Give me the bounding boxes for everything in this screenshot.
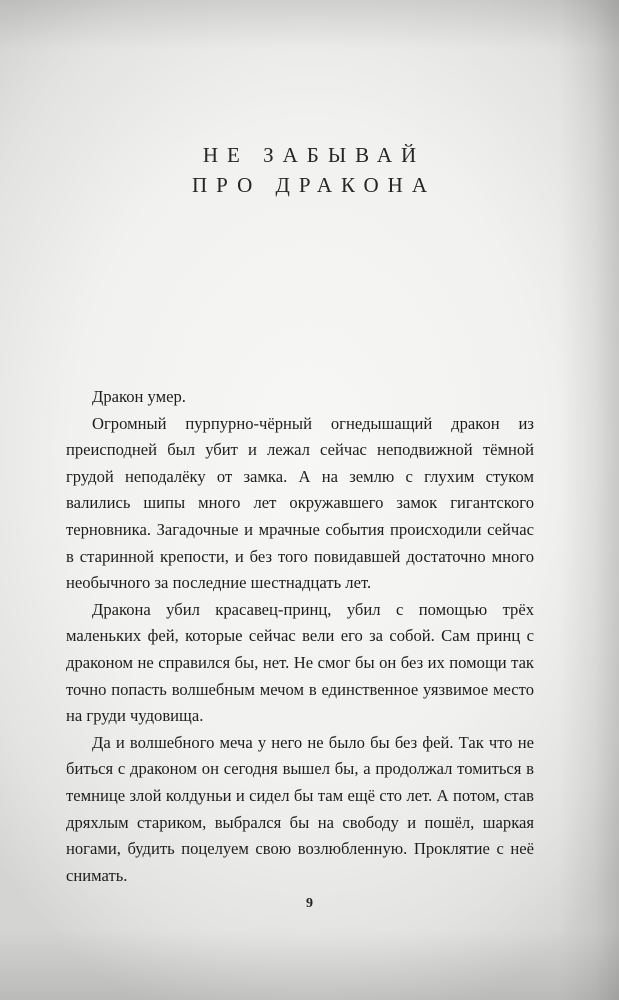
page-shadow-top [0,0,619,50]
paragraph: Дракон умер. [92,387,186,406]
page-shadow-bottom [0,930,619,1000]
page-number: 9 [306,896,313,911]
body-text [66,384,534,889]
chapter-title-line-2: ПРО ДРАКОНА [192,173,436,198]
chapter-title-line-1: НЕ ЗАБЫВАЙ [202,143,426,168]
chapter-title [0,140,619,200]
paragraph: Огромный пурпурно-чёрный огнедышащий дракон из преисподней был убит и лежал сейчас неподвижной тёмной грудой неподалёку от замка. А на землю с глухим стуком валились шипы много лет окружавшего замок гигантского терновника. Загадочные и мрачные события происходили сейчас в старинной крепости, и без того повидавшей достаточно много необычного за последние шестнадцать лет. [66,413,534,593]
paragraph: Дракона убил красавец-принц, убил с помощью трёх маленьких фей, которые сейчас вели его за собой. Сам принц с драконом не справился бы, нет. Не смог бы он без их помощи так точно попасть волшебным мечом в единственное уязвимое место на груди чудовища. [66,599,534,726]
paragraph: Да и волшебного меча у него не было бы без фей. Так что не биться с драконом он сегодня вышел бы, а продолжал томиться в темнице злой колдуньи и сидел бы там ещё сто лет. А потом, став дряхлым стариком, выбрался бы на свободу и пошёл, шаркая ногами, будить поцелуем свою возлюбленную. Проклятие с неё снимать. [66,732,534,885]
